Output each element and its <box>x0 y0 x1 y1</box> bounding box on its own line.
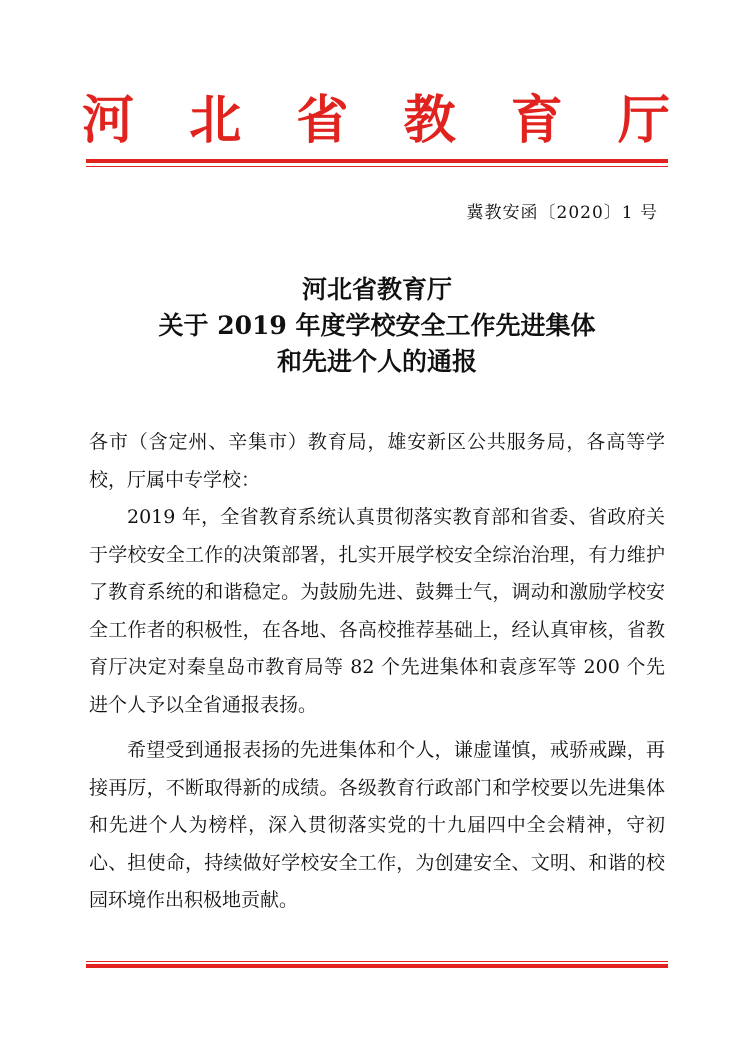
masthead-char: 北 <box>189 90 242 151</box>
masthead-char: 河 <box>82 90 135 151</box>
title-line-3: 和先进个人的通报 <box>276 347 477 376</box>
masthead-char: 厅 <box>617 90 670 151</box>
header-rule-thin <box>86 166 668 167</box>
footer-rule-thick <box>86 964 668 968</box>
footer-rule-thin <box>86 961 668 962</box>
masthead-char: 育 <box>510 90 563 151</box>
document-title <box>86 272 668 380</box>
header-rule-thick <box>86 159 668 163</box>
body-paragraph-1: 2019 年，全省教育系统认真贯彻落实教育部和省委、省政府关于学校安全工作的决策部署，扎实开展学校安全综治治理，有力维护了教育系统的和谐稳定。为鼓励先进、鼓舞士气，调动和激励学校安全工作者的积极性，在各地、各高校推荐基础上，经认真审核，省教育厅决定对秦皇岛市教育局等 82 个先进集体和袁彦军等 200 个先进个人予以全省通报表扬。 <box>89 506 665 716</box>
issuer-masthead <box>82 88 670 154</box>
title-line-2: 关于 2019 年度学校安全工作先进集体 <box>158 311 596 340</box>
body-paragraph-2: 希望受到通报表扬的先进集体和个人，谦虚谨慎，戒骄戒躁，再接再厉，不断取得新的成绩。各级教育行政部门和学校要以先进集体和先进个人为榜样，深入贯彻落实党的十九届四中全会精神，守初心、担使命，持续做好学校安全工作，为创建安全、文明、和谐的校园环境作出积极地贡献。 <box>89 739 665 911</box>
title-line-1: 河北省教育厅 <box>301 275 452 304</box>
salutation: 各市（含定州、辛集市）教育局，雄安新区公共服务局，各高等学校，厅属中专学校： <box>89 431 665 491</box>
masthead-char: 教 <box>403 90 456 151</box>
document-number: 冀教安函〔2020〕1 号 <box>466 203 658 223</box>
masthead-char: 省 <box>296 90 349 151</box>
document-body <box>89 424 665 920</box>
